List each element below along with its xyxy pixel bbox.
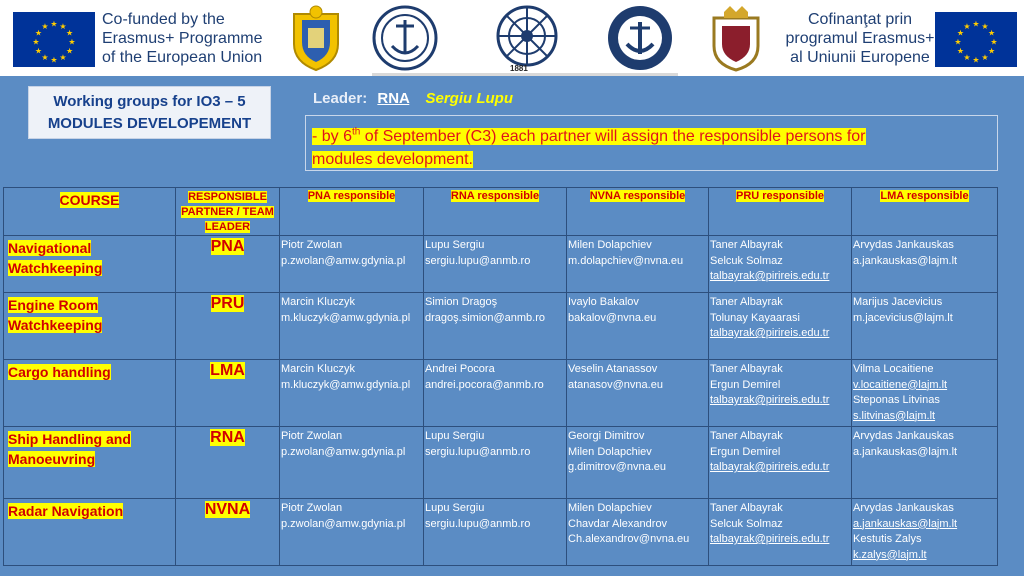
- header-responsible-partner: RESPONSIBLE PARTNER / TEAM LEADER: [176, 188, 280, 236]
- notice-box: [305, 115, 998, 171]
- header-lma: LMA responsible: [852, 188, 998, 236]
- contact-email[interactable]: talbayrak@pirireis.edu.tr: [710, 461, 830, 473]
- contact-email: dragoş.simion@anmb.ro: [425, 311, 545, 324]
- contact-name: Kestutis Zalys: [853, 533, 922, 545]
- contact-email[interactable]: talbayrak@pirireis.edu.tr: [710, 327, 830, 339]
- svg-text:★: ★: [954, 37, 962, 47]
- contact-email: a.jankauskas@lajm.lt: [853, 254, 958, 267]
- svg-text:★: ★: [963, 22, 971, 32]
- contact-email: sergiu.lupu@anmb.ro: [425, 254, 531, 267]
- svg-text:★: ★: [956, 46, 964, 56]
- svg-text:★: ★: [956, 28, 964, 38]
- svg-text:★: ★: [981, 22, 989, 32]
- contact-name: Taner Albayrak: [710, 502, 783, 514]
- contact-name: Lupu Sergiu: [425, 239, 485, 251]
- contact-email: atanasov@nvna.eu: [568, 378, 663, 391]
- lma-responsible-cell: [852, 427, 998, 499]
- contact-email: m.jacevicius@lajm.lt: [853, 311, 953, 324]
- contact-name: Taner Albayrak: [710, 430, 783, 442]
- contact-email[interactable]: k.zalys@lajm.lt: [853, 548, 927, 561]
- contact-name: Andrei Pocora: [425, 363, 495, 375]
- contact-email: p.zwolan@amw.gdynia.pl: [281, 517, 406, 530]
- svg-text:★: ★: [34, 46, 42, 56]
- notice-line-2: modules development.: [312, 151, 473, 169]
- contact-email: p.zwolan@amw.gdynia.pl: [281, 445, 406, 458]
- contact-name: Taner Albayrak: [710, 239, 783, 251]
- contact-email: Ch.alexandrov@nvna.eu: [568, 533, 690, 545]
- pna-responsible-cell: [280, 499, 424, 566]
- responsible-partner-cell: LMA: [176, 360, 280, 427]
- contact-name: Veselin Atanassov: [568, 363, 658, 375]
- contact-email[interactable]: talbayrak@pirireis.edu.tr: [710, 533, 830, 545]
- contact-name: Piotr Zwolan: [281, 239, 343, 251]
- lma-responsible-cell: [852, 236, 998, 293]
- table-row: [4, 499, 998, 566]
- rna-responsible-cell: [424, 236, 567, 293]
- header-course: COURSE: [4, 188, 176, 236]
- page-title: Working groups for IO3 – 5 MODULES DEVELOPEMENT: [28, 86, 271, 139]
- responsible-partner-cell: PRU: [176, 293, 280, 360]
- contact-name: Georgi Dimitrov: [568, 430, 645, 442]
- nvna-responsible-cell: [567, 236, 709, 293]
- lma-responsible-cell: [852, 360, 998, 427]
- course-cell: Navigational Watchkeeping: [4, 236, 176, 293]
- svg-text:★: ★: [963, 53, 971, 63]
- contact-email[interactable]: talbayrak@pirireis.edu.tr: [710, 394, 830, 406]
- contact-name: Marijus Jacevicius: [853, 296, 943, 308]
- responsible-partner-cell: PNA: [176, 236, 280, 293]
- svg-text:★: ★: [34, 28, 42, 38]
- leader-label: Leader:: [313, 90, 368, 107]
- notice-line-1: - by 6th of September (C3) each partner will assign the responsible persons for: [312, 127, 866, 146]
- contact-name: Piotr Zwolan: [281, 502, 343, 514]
- rna-responsible-cell: [424, 360, 567, 427]
- nvna-responsible-cell: [567, 360, 709, 427]
- pru-responsible-cell: [709, 293, 852, 360]
- svg-text:★: ★: [50, 19, 58, 29]
- contact-name: Milen Dolapchiev: [568, 239, 652, 251]
- svg-text:★: ★: [50, 55, 58, 65]
- contact-email: m.dolapchiev@nvna.eu: [568, 254, 684, 267]
- contact-name: Arvydas Jankauskas: [853, 430, 954, 442]
- svg-text:★: ★: [68, 37, 76, 47]
- contact-email: a.jankauskas@lajm.lt: [853, 445, 958, 458]
- eu-cofinantat-text: Cofinanţat prin programul Erasmus+ al Uniunii Europene: [785, 11, 935, 66]
- contact-name: Lupu Sergiu: [425, 430, 485, 442]
- pru-responsible-cell: [709, 499, 852, 566]
- leader-name: Sergiu Lupu: [425, 90, 513, 107]
- contact-email: sergiu.lupu@anmb.ro: [425, 445, 531, 458]
- contact-email: andrei.pocora@anmb.ro: [425, 378, 544, 391]
- logo-banner: [0, 0, 1024, 76]
- course-cell: Engine Room Watchkeeping: [4, 293, 176, 360]
- responsible-partner-cell: NVNA: [176, 499, 280, 566]
- pna-responsible-cell: [280, 360, 424, 427]
- svg-text:★: ★: [41, 53, 49, 63]
- contact-name: Marcin Kluczyk: [281, 296, 355, 308]
- leader-org: RNA: [377, 90, 410, 107]
- rna-responsible-cell: [424, 293, 567, 360]
- contact-email: p.zwolan@amw.gdynia.pl: [281, 254, 406, 267]
- contact-name: Chavdar Alexandrov: [568, 517, 668, 530]
- contact-name: Ergun Demirel: [710, 445, 781, 458]
- contact-name: Vilma Locaitiene: [853, 363, 934, 375]
- table-header-row: [4, 188, 998, 236]
- lma-crest-logo-icon: [700, 4, 772, 72]
- contact-name: Marcin Kluczyk: [281, 363, 355, 375]
- contact-email[interactable]: a.jankauskas@lajm.lt: [853, 517, 958, 530]
- pna-responsible-cell: [280, 236, 424, 293]
- contact-name: Ivaylo Bakalov: [568, 296, 639, 308]
- contact-name: Milen Dolapchiev: [568, 445, 652, 458]
- eu-cofunded-text: Co-funded by the Erasmus+ Programme of the European Union: [102, 11, 263, 66]
- pru-responsible-cell: [709, 236, 852, 293]
- lma-responsible-cell: [852, 499, 998, 566]
- svg-text:★: ★: [41, 22, 49, 32]
- table-row: [4, 360, 998, 427]
- contact-email: sergiu.lupu@anmb.ro: [425, 517, 531, 530]
- contact-name: Simion Dragoş: [425, 296, 498, 308]
- anchor-academy-logo-icon: [370, 4, 440, 72]
- contact-name: Piotr Zwolan: [281, 430, 343, 442]
- rna-responsible-cell: [424, 427, 567, 499]
- header-nvna: NVNA responsible: [567, 188, 709, 236]
- nvna-responsible-cell: [567, 499, 709, 566]
- contact-name: Selcuk Solmaz: [710, 517, 783, 530]
- table-row: [4, 427, 998, 499]
- eu-flag-icon: [13, 12, 95, 67]
- contact-email[interactable]: s.litvinas@lajm.lt: [853, 409, 936, 422]
- pru-responsible-cell: [709, 427, 852, 499]
- contact-name: Tolunay Kayaarasi: [710, 311, 800, 324]
- table-row: [4, 293, 998, 360]
- course-cell: Radar Navigation: [4, 499, 176, 566]
- lma-responsible-cell: [852, 293, 998, 360]
- contact-name: Taner Albayrak: [710, 296, 783, 308]
- contact-name: Steponas Litvinas: [853, 394, 940, 406]
- contact-email: bakalov@nvna.eu: [568, 311, 657, 324]
- pna-responsible-cell: [280, 293, 424, 360]
- leader-line: [313, 90, 513, 107]
- svg-text:★: ★: [981, 53, 989, 63]
- svg-text:★: ★: [990, 37, 998, 47]
- pna-responsible-cell: [280, 427, 424, 499]
- svg-text:★: ★: [66, 46, 74, 56]
- svg-text:★: ★: [988, 46, 996, 56]
- piri-reis-logo-icon: [605, 4, 675, 72]
- nvna-wheel-logo-icon: [492, 4, 562, 72]
- eu-flag-icon: [935, 12, 1017, 67]
- pru-responsible-cell: [709, 360, 852, 427]
- contact-name: Arvydas Jankauskas: [853, 502, 954, 514]
- svg-text:★: ★: [972, 55, 980, 65]
- nvna-responsible-cell: [567, 293, 709, 360]
- header-pna: PNA responsible: [280, 188, 424, 236]
- contact-name: Taner Albayrak: [710, 363, 783, 375]
- contact-email: g.dimitrov@nvna.eu: [568, 461, 666, 473]
- svg-text:★: ★: [972, 19, 980, 29]
- svg-text:★: ★: [988, 28, 996, 38]
- rna-responsible-cell: [424, 499, 567, 566]
- contact-name: Arvydas Jankauskas: [853, 239, 954, 251]
- header-rna: RNA responsible: [424, 188, 567, 236]
- contact-email: m.kluczyk@amw.gdynia.pl: [281, 378, 411, 391]
- course-cell: Cargo handling: [4, 360, 176, 427]
- contact-name: Ergun Demirel: [710, 378, 781, 391]
- course-cell: Ship Handling and Manoeuvring: [4, 427, 176, 499]
- contact-email[interactable]: talbayrak@pirireis.edu.tr: [710, 270, 830, 282]
- svg-text:★: ★: [59, 22, 67, 32]
- contact-name: Milen Dolapchiev: [568, 502, 652, 514]
- responsible-partner-cell: RNA: [176, 427, 280, 499]
- logo-divider: [372, 73, 678, 76]
- contact-email[interactable]: v.locaitiene@lajm.lt: [853, 378, 948, 391]
- assignment-table: [3, 187, 998, 566]
- contact-name: Selcuk Solmaz: [710, 254, 783, 267]
- svg-text:★: ★: [59, 53, 67, 63]
- naval-crest-logo-icon: [280, 4, 352, 72]
- header-pru: PRU responsible: [709, 188, 852, 236]
- svg-text:★: ★: [66, 28, 74, 38]
- contact-email: m.kluczyk@amw.gdynia.pl: [281, 311, 411, 324]
- svg-text:★: ★: [32, 37, 40, 47]
- table-row: [4, 236, 998, 293]
- contact-name: Lupu Sergiu: [425, 502, 485, 514]
- nvna-responsible-cell: [567, 427, 709, 499]
- logo-year: 1881: [510, 64, 528, 73]
